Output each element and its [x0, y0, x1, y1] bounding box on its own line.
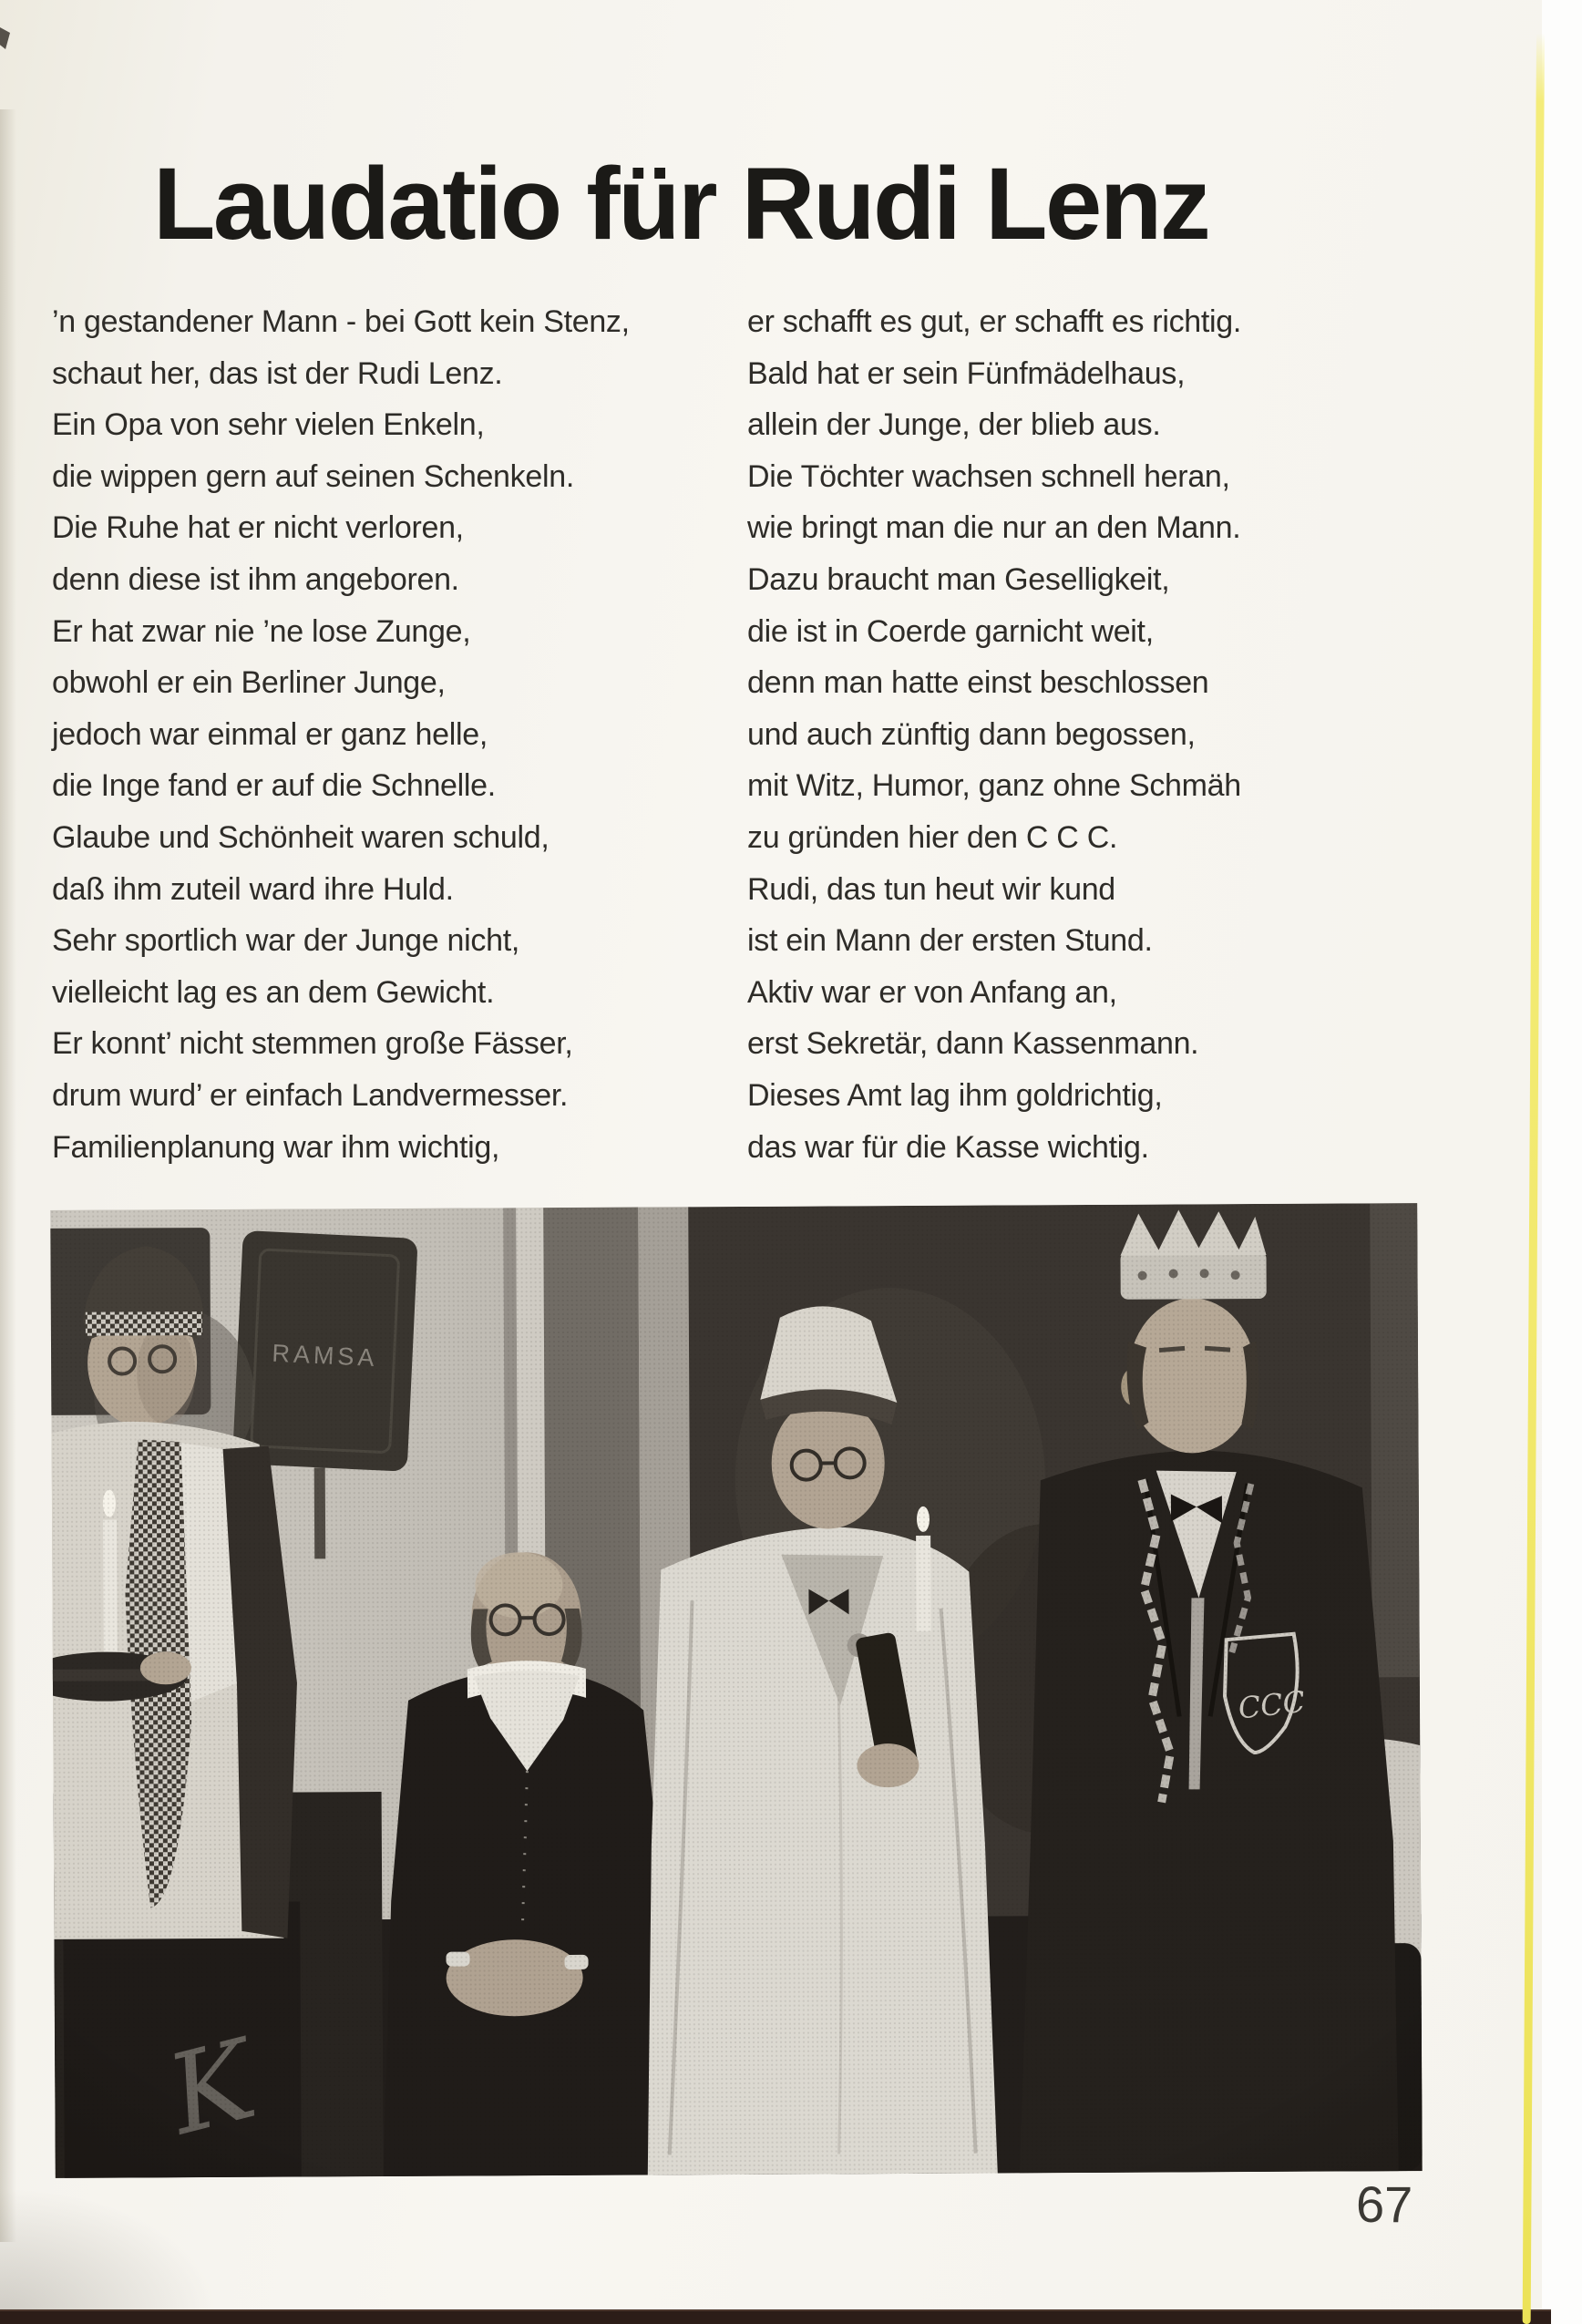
poem-line: die wippen gern auf seinen Schenkeln.: [52, 458, 574, 494]
poem-line: Rudi, das tun heut wir kund: [747, 871, 1115, 907]
poem-line: wie bringt man die nur an den Mann.: [747, 510, 1241, 546]
poem-line: zu gründen hier den C C C.: [747, 819, 1118, 855]
poem-line: das war für die Kasse wichtig.: [747, 1129, 1149, 1165]
poem-line: Aktiv war er von Anfang an,: [747, 974, 1117, 1010]
poem-line: obwohl er ein Berliner Junge,: [52, 665, 446, 701]
poem-line: daß ihm zuteil ward ihre Huld.: [52, 871, 454, 907]
scan-bottom-strip: [0, 2309, 1551, 2324]
poem-line: Die Ruhe hat er nicht verloren,: [52, 510, 464, 546]
poem-line: ’n gestandener Mann - bei Gott kein Stenz,: [52, 304, 630, 339]
poem-line: denn diese ist ihm angeboren.: [52, 561, 459, 597]
vignette-overlay: [50, 1203, 1423, 2178]
poem-line: und auch zünftig dann begossen,: [747, 716, 1196, 752]
poem-line: Dazu braucht man Geselligkeit,: [747, 561, 1170, 597]
poem-line: erst Sekretär, dann Kassenmann.: [747, 1026, 1199, 1062]
carnival-photo: [50, 1203, 1423, 2178]
poem-column-right: [747, 296, 1330, 1173]
poem-line: die Inge fand er auf die Schnelle.: [52, 768, 496, 804]
bottom-left-curl-shadow: [0, 2187, 219, 2315]
poem-line: er schafft es gut, er schafft es richtig.: [747, 304, 1242, 339]
poem-line: Sehr sportlich war der Junge nicht,: [52, 923, 519, 959]
poem-column-left: [52, 296, 708, 1173]
poem-line: Dieses Amt lag ihm goldrichtig,: [747, 1077, 1163, 1113]
poem-line: Bald hat er sein Fünfmädelhaus,: [747, 355, 1186, 391]
poem-line: Er konnt’ nicht stemmen große Fässer,: [52, 1026, 573, 1062]
page-left-edge-shade: [0, 109, 16, 2242]
poem-line: Er hat zwar nie ’ne lose Zunge,: [52, 613, 471, 649]
poem-line: allein der Junge, der blieb aus.: [747, 407, 1161, 443]
poem-line: drum wurd’ er einfach Landvermesser.: [52, 1077, 569, 1113]
poem-line: jedoch war einmal er ganz helle,: [52, 716, 488, 752]
poem-line: Glaube und Schönheit waren schuld,: [52, 819, 550, 855]
poem-line: vielleicht lag es an dem Gewicht.: [52, 974, 495, 1010]
poem-line: mit Witz, Humor, ganz ohne Schmäh: [747, 768, 1241, 804]
poem-line: Ein Opa von sehr vielen Enkeln,: [52, 407, 485, 443]
poem-line: schaut her, das ist der Rudi Lenz.: [52, 355, 503, 391]
poem-line: die ist in Coerde garnicht weit,: [747, 613, 1154, 649]
page-title: Laudatio für Rudi Lenz: [153, 147, 1209, 261]
poem-line: ist ein Mann der ersten Stund.: [747, 923, 1153, 959]
poem-line: Familienplanung war ihm wichtig,: [52, 1129, 500, 1165]
poem-line: denn man hatte einst beschlossen: [747, 665, 1209, 701]
page-number: 67: [1356, 2175, 1413, 2233]
poem-line: Die Töchter wachsen schnell heran,: [747, 458, 1230, 494]
